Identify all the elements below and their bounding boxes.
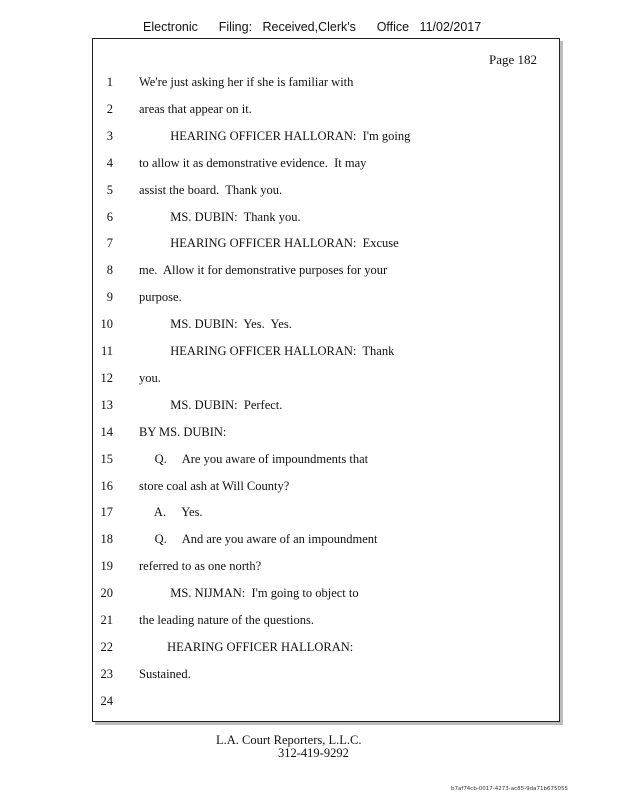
transcript-line <box>93 586 559 606</box>
line-text: Q. Are you aware of impoundments that <box>139 451 369 466</box>
transcript-line <box>93 210 559 230</box>
line-text: MS. DUBIN: Yes. Yes. <box>139 317 292 332</box>
line-number: 11 <box>100 344 113 358</box>
line-text: HEARING OFFICER HALLORAN: Excuse <box>139 236 399 251</box>
transcript-line <box>93 371 559 391</box>
transcript-line <box>93 667 559 687</box>
document-hash: b7af74cb-0017-4273-ac85-9da71b675055 <box>451 786 568 792</box>
line-text: referred to as one north? <box>139 559 262 574</box>
line-number: 23 <box>100 666 113 681</box>
line-number: 13 <box>100 397 113 412</box>
line-text: areas that appear on it. <box>139 101 252 116</box>
transcript-line <box>93 290 559 310</box>
line-text: purpose. <box>139 290 182 305</box>
line-text: HEARING OFFICER HALLORAN: I'm going <box>139 128 411 143</box>
line-number: 3 <box>106 128 113 143</box>
line-number: 16 <box>100 478 113 493</box>
transcript-line <box>93 640 559 660</box>
line-text: to allow it as demonstrative evidence. It may <box>139 155 367 170</box>
line-number: 12 <box>100 370 113 385</box>
transcript-line <box>93 102 559 122</box>
line-number: 5 <box>106 182 113 197</box>
line-number: 22 <box>100 639 113 654</box>
line-text: me. Allow it for demonstrative purposes for your <box>139 263 388 278</box>
transcript-line <box>93 532 559 552</box>
court-reporter-name: L.A. Court Reporters, L.L.C. <box>216 733 362 747</box>
line-text: HEARING OFFICER HALLORAN: Thank <box>139 344 395 358</box>
line-text: MS. DUBIN: Perfect. <box>139 397 283 412</box>
transcript-line <box>93 398 559 418</box>
line-text: MS. NIJMAN: I'm going to object to <box>139 586 359 601</box>
line-text: Sustained. <box>139 666 191 681</box>
transcript-line <box>93 75 559 95</box>
transcript-line <box>93 613 559 633</box>
transcript-line <box>93 129 559 149</box>
line-number: 18 <box>100 532 113 547</box>
transcript-line <box>93 425 559 445</box>
line-text: the leading nature of the questions. <box>139 613 314 627</box>
line-text: HEARING OFFICER HALLORAN: <box>139 639 354 654</box>
line-number: 4 <box>106 155 113 170</box>
transcript-line <box>93 479 559 499</box>
line-number: 8 <box>106 263 113 278</box>
line-number: 10 <box>100 317 113 332</box>
transcript-line <box>93 344 559 364</box>
transcript-line <box>93 156 559 176</box>
line-number: 6 <box>106 209 113 224</box>
court-reporter-phone: 312-419-9292 <box>278 746 349 760</box>
line-text: Q. And are you aware of an impoundment <box>139 532 378 547</box>
transcript-line <box>93 559 559 579</box>
transcript-line <box>93 694 559 714</box>
line-text: We're just asking her if she is familiar with <box>139 75 354 89</box>
transcript-line <box>93 236 559 256</box>
line-number: 15 <box>100 451 113 466</box>
line-number: 7 <box>106 236 113 251</box>
line-number: 17 <box>100 505 113 520</box>
line-number: 19 <box>100 559 113 574</box>
transcript-line <box>93 452 559 472</box>
line-number: 9 <box>106 290 113 305</box>
transcript-line <box>93 505 559 525</box>
line-number: 1 <box>106 75 113 89</box>
transcript-line <box>93 317 559 337</box>
line-text: store coal ash at Will County? <box>139 478 290 493</box>
line-text: A. Yes. <box>139 505 203 520</box>
filing-header: Electronic Filing: Received,Clerk's Office 11/02/2017 <box>143 20 482 34</box>
line-number: 20 <box>100 586 113 601</box>
line-number: 21 <box>100 613 113 627</box>
transcript-page <box>92 38 560 722</box>
line-number: 2 <box>106 101 113 116</box>
line-text: BY MS. DUBIN: <box>139 424 227 439</box>
transcript-line <box>93 263 559 283</box>
line-number: 24 <box>100 693 113 708</box>
line-text: assist the board. Thank you. <box>139 182 283 197</box>
page-number: Page 182 <box>488 52 537 67</box>
line-number: 14 <box>100 424 113 439</box>
transcript-line <box>93 183 559 203</box>
line-text: you. <box>139 370 161 385</box>
line-text: MS. DUBIN: Thank you. <box>139 209 301 224</box>
